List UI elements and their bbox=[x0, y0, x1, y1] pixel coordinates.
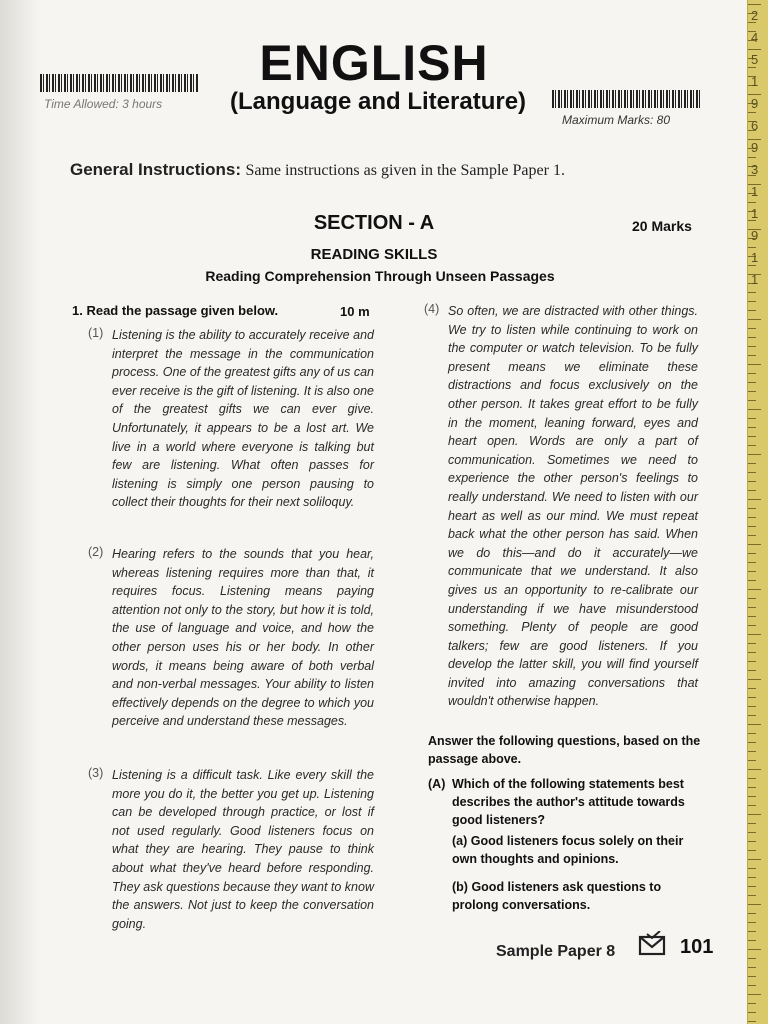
ruler-tick bbox=[748, 949, 761, 950]
question-label: 1. Read the passage given below. bbox=[72, 303, 279, 318]
ruler-tick bbox=[748, 940, 756, 941]
ruler-tick bbox=[748, 382, 756, 383]
option-b bbox=[452, 878, 710, 914]
ruler-tick bbox=[748, 661, 756, 662]
ruler-tick bbox=[748, 589, 761, 590]
ruler-tick bbox=[748, 202, 756, 203]
question-a-text: Which of the following statements best describes the author's attitude towards good listeners? bbox=[452, 777, 685, 827]
ruler-number: 9 bbox=[751, 96, 759, 111]
ruler-number: 9 bbox=[751, 140, 759, 155]
ruler-tick bbox=[748, 697, 756, 698]
ruler-tick bbox=[748, 778, 756, 779]
ruler-tick bbox=[748, 544, 761, 545]
ruler-tick bbox=[748, 346, 756, 347]
footer-paper-name: Sample Paper 8 bbox=[496, 943, 616, 960]
ruler-strip bbox=[747, 0, 768, 1024]
section-subheading: Reading Comprehension Through Unseen Passages bbox=[205, 268, 555, 284]
ruler-tick bbox=[748, 760, 756, 761]
ruler-tick bbox=[748, 526, 756, 527]
ruler-tick bbox=[748, 724, 761, 725]
ruler-tick bbox=[748, 922, 756, 923]
section-title: SECTION - A bbox=[313, 212, 435, 234]
ruler-tick bbox=[748, 400, 756, 401]
ruler-tick bbox=[748, 688, 756, 689]
ruler-tick bbox=[748, 427, 756, 428]
ruler-tick bbox=[748, 94, 761, 95]
ruler-tick bbox=[748, 319, 761, 320]
ruler-tick bbox=[748, 328, 756, 329]
ruler-tick bbox=[748, 643, 756, 644]
ruler-tick bbox=[748, 481, 756, 482]
passage-paragraph: So often, we are distracted with other things. We try to listen while continuing to work on the computer or watch television. To be fully present means we eliminate these distractions and focus exclusively on the other person. It takes great effort to be fully in the moment, leaning forward, eyes and heart open. Words are only a part of communication. Sometimes we need to experience the other person's feelings to really understand. We need to listen with our heart as well as our mind. We must repeat back what the other person has said. When we do this—and do it accurately—we communicate that we understand. It also gives us an opportunity to re-calibrate our understanding if we have misunderstood something. Plenty of people are good talkers; few are good listeners. If you develop the latter skill, you will find yourself invited into amazing conversations that wouldn't otherwise happen. bbox=[448, 304, 698, 709]
ruler-tick bbox=[748, 814, 761, 815]
ruler-tick bbox=[748, 517, 756, 518]
ruler-tick bbox=[748, 976, 756, 977]
ruler-tick bbox=[748, 1012, 756, 1013]
ruler-number: 1 bbox=[751, 184, 759, 199]
page-number: 101 bbox=[680, 936, 714, 958]
ruler-tick bbox=[748, 364, 761, 365]
option-a bbox=[452, 832, 710, 868]
ruler-tick bbox=[748, 265, 756, 266]
ruler-tick bbox=[748, 490, 756, 491]
ruler-tick bbox=[748, 805, 756, 806]
ruler-number: 3 bbox=[751, 162, 759, 177]
ruler-tick bbox=[748, 832, 756, 833]
ruler-tick bbox=[748, 247, 756, 248]
ruler-tick bbox=[748, 823, 756, 824]
ruler-tick bbox=[748, 391, 756, 392]
ruler-tick bbox=[748, 436, 756, 437]
ruler-tick bbox=[748, 463, 756, 464]
option-label: (b) bbox=[452, 880, 468, 894]
ruler-tick bbox=[748, 355, 756, 356]
ruler-tick bbox=[748, 751, 756, 752]
ruler-tick bbox=[748, 625, 756, 626]
ruler-tick bbox=[748, 796, 756, 797]
ruler-tick bbox=[748, 1003, 756, 1004]
barcode-graphic-right bbox=[552, 90, 702, 108]
ruler-tick bbox=[748, 877, 756, 878]
ruler-tick bbox=[748, 769, 761, 770]
ruler-number: 1 bbox=[751, 74, 759, 89]
question-marks: 10 m bbox=[340, 304, 370, 319]
maximum-marks: Maximum Marks: 80 bbox=[562, 113, 671, 127]
ruler-number: 1 bbox=[751, 250, 759, 265]
ruler-tick bbox=[748, 157, 756, 158]
paragraph-number: (2) bbox=[88, 545, 104, 559]
answer-prompt: Answer the following questions, based on the passage above. bbox=[428, 734, 701, 766]
passage-paragraph: Hearing refers to the sounds that you hear, whereas listening requires more than that, it requires focus. Listening means paying attention not only to the story, but how it is told, the use of language and voice, and how the other person uses his or her body. In other words, it means being aware of both verbal and non-verbal messages. Your ability to listen effectively depends on the degree to which you perceive and understand these messages. bbox=[112, 547, 374, 729]
ruler-tick bbox=[748, 409, 761, 410]
ruler-tick bbox=[748, 841, 756, 842]
ruler-tick bbox=[748, 373, 756, 374]
ruler-tick bbox=[748, 994, 761, 995]
ruler-tick bbox=[748, 472, 756, 473]
ruler-tick bbox=[748, 706, 756, 707]
instructions-text: Same instructions as given in the Sample Paper 1. bbox=[245, 162, 565, 179]
ruler-tick bbox=[748, 634, 761, 635]
ruler-tick bbox=[748, 112, 756, 113]
ruler-tick bbox=[748, 598, 756, 599]
ruler-tick bbox=[748, 49, 761, 50]
section-subtitle: READING SKILLS bbox=[310, 246, 438, 263]
envelope-check-icon bbox=[638, 931, 668, 957]
ruler-tick bbox=[748, 850, 756, 851]
ruler-number: 1 bbox=[751, 272, 759, 287]
paragraph-number: (4) bbox=[424, 302, 440, 316]
ruler-tick bbox=[748, 310, 756, 311]
ruler-tick bbox=[748, 679, 761, 680]
ruler-tick bbox=[748, 454, 761, 455]
ruler-tick bbox=[748, 931, 756, 932]
paragraph-number: (3) bbox=[88, 766, 104, 780]
ruler-tick bbox=[748, 742, 756, 743]
ruler-tick bbox=[748, 787, 756, 788]
ruler-tick bbox=[748, 985, 756, 986]
ruler-tick bbox=[748, 859, 761, 860]
ruler-tick bbox=[748, 958, 756, 959]
ruler-number: 6 bbox=[751, 118, 759, 133]
option-text: Good listeners focus solely on their own thoughts and opinions. bbox=[452, 834, 684, 866]
ruler-tick bbox=[748, 715, 756, 716]
ruler-tick bbox=[748, 292, 756, 293]
passage-paragraph: Listening is a difficult task. Like every skill the more you do it, the better you get up. Listening can be developed through practice, or lost if not used regularly. Good listeners focus on what they are hearing. They pause to think about what they've heard before responding. They ask questions because they want to know the answers. Not just to keep the conversation going. bbox=[112, 768, 374, 931]
instructions-label: General Instructions: bbox=[70, 160, 241, 179]
ruler-tick bbox=[748, 733, 756, 734]
ruler-tick bbox=[748, 301, 756, 302]
general-instructions bbox=[70, 160, 565, 180]
page-title: ENGLISH bbox=[259, 35, 489, 91]
ruler-tick bbox=[748, 445, 756, 446]
question-a bbox=[428, 775, 708, 829]
ruler-tick bbox=[748, 607, 756, 608]
page-gutter-shade bbox=[0, 0, 40, 1024]
ruler-tick bbox=[748, 499, 761, 500]
ruler-tick bbox=[748, 895, 756, 896]
ruler-tick bbox=[748, 886, 756, 887]
paragraph-number: (1) bbox=[88, 326, 104, 340]
question-a-label: (A) bbox=[428, 777, 446, 791]
ruler-tick bbox=[748, 904, 761, 905]
ruler-tick bbox=[748, 418, 756, 419]
ruler-tick bbox=[748, 670, 756, 671]
passage-paragraph: Listening is the ability to accurately receive and interpret the message in the communication process. One of the greatest gifts any of us can ever receive is the gift of listening. It is also one of the greatest gifts we can ever give. Unfortunately, it appears to be a lost art. We live in a world where everyone is talking but few are listening. What often passes for listening is simply one person pausing to collect their thoughts for their next soliloquy. bbox=[112, 328, 374, 510]
section-marks: 20 Marks bbox=[632, 218, 692, 234]
ruler-tick bbox=[748, 553, 756, 554]
option-label: (a) bbox=[452, 834, 468, 848]
ruler-number: 5 bbox=[751, 52, 759, 67]
ruler-tick bbox=[748, 571, 756, 572]
ruler-tick bbox=[748, 967, 756, 968]
ruler-tick bbox=[748, 652, 756, 653]
ruler-tick bbox=[748, 616, 756, 617]
ruler-tick bbox=[748, 580, 756, 581]
ruler-tick bbox=[748, 1021, 756, 1022]
ruler-number: 4 bbox=[751, 30, 759, 45]
ruler-tick bbox=[748, 508, 756, 509]
ruler-tick bbox=[748, 67, 756, 68]
page-subtitle: (Language and Literature) bbox=[230, 88, 527, 115]
ruler-tick bbox=[748, 535, 756, 536]
ruler-tick bbox=[748, 337, 756, 338]
ruler-tick bbox=[748, 4, 761, 5]
ruler-number: 1 bbox=[751, 206, 759, 221]
ruler-tick bbox=[748, 562, 756, 563]
ruler-number: 2 bbox=[751, 8, 759, 23]
ruler-tick bbox=[748, 868, 756, 869]
option-text: Good listeners ask questions to prolong conversations. bbox=[452, 880, 662, 912]
ruler-tick bbox=[748, 913, 756, 914]
time-allowed: Time Allowed: 3 hours bbox=[44, 97, 163, 111]
ruler-number: 9 bbox=[751, 228, 759, 243]
